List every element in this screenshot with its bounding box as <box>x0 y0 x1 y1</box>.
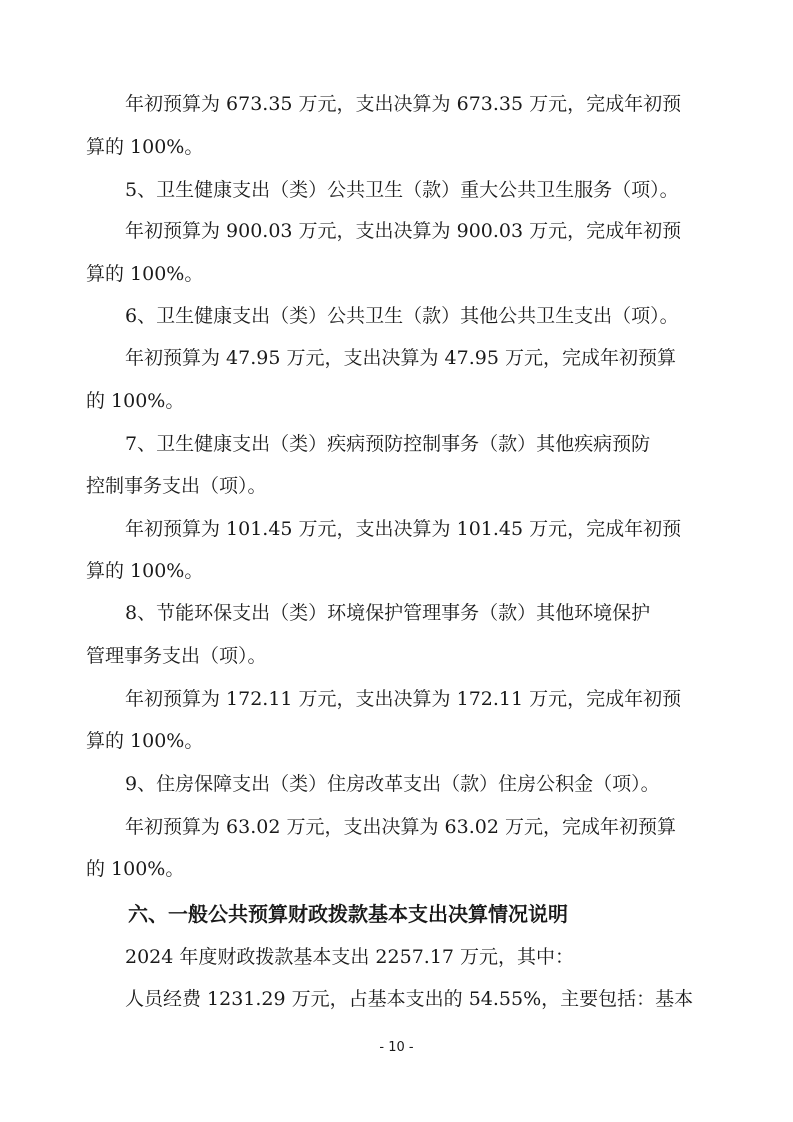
paragraph-line: 的 100%。 <box>86 858 185 880</box>
paragraph-line: 算的 100%。 <box>86 730 204 752</box>
paragraph-line: 算的 100%。 <box>86 136 204 158</box>
paragraph-line: 控制事务支出（项）。 <box>86 475 267 497</box>
paragraph-line: 管理事务支出（项）。 <box>86 645 267 667</box>
section-heading: 六、一般公共预算财政拨款基本支出决算情况说明 <box>128 902 568 926</box>
paragraph-line: 年初预算为 673.35 万元，支出决算为 673.35 万元，完成年初预 <box>125 93 682 115</box>
paragraph-line: 的 100%。 <box>86 390 185 412</box>
item-title-6: 6、卫生健康支出（类）公共卫生（款）其他公共卫生支出（项）。 <box>125 305 679 327</box>
paragraph-line: 人员经费 1231.29 万元，占基本支出的 54.55%，主要包括：基本 <box>125 988 694 1010</box>
paragraph-line: 年初预算为 900.03 万元，支出决算为 900.03 万元，完成年初预 <box>125 220 682 242</box>
paragraph-line: 2024 年度财政拨款基本支出 2257.17 万元，其中： <box>125 946 575 968</box>
paragraph-line: 年初预算为 172.11 万元，支出决算为 172.11 万元，完成年初预 <box>125 688 682 710</box>
page-number: - 10 - <box>379 1040 414 1055</box>
item-title-7: 7、卫生健康支出（类）疾病预防控制事务（款）其他疾病预防 <box>125 433 651 455</box>
paragraph-line: 年初预算为 47.95 万元，支出决算为 47.95 万元，完成年初预算 <box>125 347 676 369</box>
item-title-8: 8、节能环保支出（类）环境保护管理事务（款）其他环境保护 <box>125 602 651 624</box>
paragraph-line: 算的 100%。 <box>86 263 204 285</box>
paragraph-line: 年初预算为 101.45 万元，支出决算为 101.45 万元，完成年初预 <box>125 518 682 540</box>
item-title-9: 9、住房保障支出（类）住房改革支出（款）住房公积金（项）。 <box>125 773 660 795</box>
item-title-5: 5、卫生健康支出（类）公共卫生（款）重大公共卫生服务（项）。 <box>125 179 679 201</box>
paragraph-line: 年初预算为 63.02 万元，支出决算为 63.02 万元，完成年初预算 <box>125 816 676 838</box>
paragraph-line: 算的 100%。 <box>86 560 204 582</box>
